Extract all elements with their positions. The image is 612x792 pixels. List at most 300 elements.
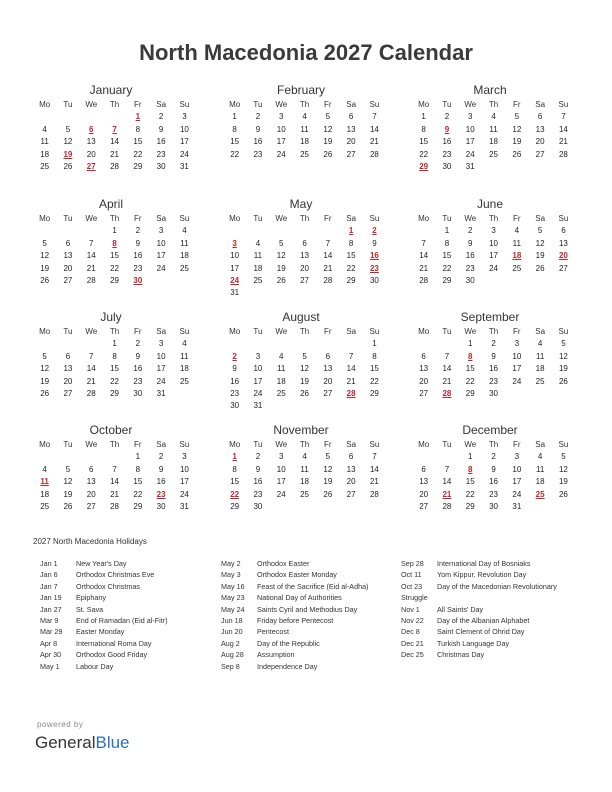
calendar-day: 17 (512, 477, 522, 487)
holiday-day: 30 (133, 275, 143, 285)
calendar-day: 13 (323, 364, 333, 374)
calendar-day: 7 (372, 112, 377, 122)
weekday-header: Tu (63, 214, 73, 223)
holiday-row (40, 558, 167, 569)
calendar-day: 15 (369, 364, 379, 374)
holiday-row (401, 604, 557, 615)
calendar-day: 12 (558, 464, 568, 474)
holiday-row (401, 638, 557, 649)
calendar-day: 22 (110, 263, 119, 273)
calendar-day: 3 (279, 112, 284, 122)
calendar-day: 31 (179, 161, 189, 171)
month-february (223, 82, 379, 161)
weekday-header: We (275, 440, 288, 449)
calendar-day: 29 (465, 388, 475, 398)
calendar-day: 21 (323, 263, 333, 273)
calendar-day: 20 (86, 489, 96, 499)
month-august (223, 309, 379, 413)
holiday-name: Day of the Macedonian Revolutionary (437, 581, 557, 591)
weekday-header: Sa (535, 100, 546, 109)
calendar-day: 15 (346, 251, 356, 261)
empty-cell (103, 111, 126, 123)
calendar-day: 23 (156, 149, 166, 159)
holiday-date: Struggle (401, 593, 428, 603)
month-november (223, 422, 379, 513)
weekday-header: We (464, 100, 477, 109)
calendar-day: 25 (535, 376, 545, 386)
weekday-header: Tu (63, 327, 73, 336)
weekday-header: Fr (134, 100, 142, 109)
calendar-day: 9 (158, 464, 164, 474)
empty-cell (293, 225, 316, 237)
calendar-day: 9 (468, 238, 473, 248)
calendar-day: 10 (276, 464, 286, 474)
calendar-day: 8 (348, 238, 354, 248)
calendar-day: 12 (535, 238, 545, 248)
calendar-day: 26 (323, 149, 333, 159)
calendar-day: 27 (63, 275, 73, 285)
calendar-day: 13 (86, 137, 96, 147)
calendar-day: 14 (558, 124, 568, 134)
calendar-day: 7 (444, 351, 450, 361)
calendar-day: 1 (112, 339, 117, 349)
empty-cell (80, 225, 103, 237)
calendar-day: 13 (63, 364, 73, 374)
calendar-day: 27 (346, 149, 356, 159)
month-december (412, 422, 568, 513)
weekday-header: Mo (418, 440, 430, 449)
weekday-header: We (85, 100, 98, 109)
calendar-day: 18 (489, 137, 498, 147)
calendar-day: 17 (156, 251, 166, 261)
calendar-day: 28 (110, 501, 119, 511)
weekday-header: Fr (513, 440, 521, 449)
calendar-day: 14 (442, 364, 452, 374)
calendar-day: 26 (40, 275, 50, 285)
holiday-date: Jun 18 (221, 615, 243, 625)
weekday-header: Su (179, 327, 190, 336)
calendar-day: 27 (346, 489, 356, 499)
calendar-day: 19 (276, 263, 286, 273)
calendar-day: 19 (512, 137, 522, 147)
calendar-day: 16 (442, 137, 452, 147)
calendar-day: 20 (300, 263, 309, 273)
calendar-day: 24 (512, 489, 522, 499)
calendar-day: 28 (442, 501, 452, 511)
holiday-name: Orthodox Christmas Eve (76, 570, 155, 580)
holiday-day: 8 (468, 464, 473, 474)
calendar-day: 30 (230, 401, 240, 411)
calendar-day: 16 (253, 477, 263, 487)
calendar-day: 22 (133, 489, 143, 499)
holiday-row (221, 615, 368, 626)
weekday-header: Th (488, 214, 499, 223)
holiday-row (221, 569, 368, 580)
empty-cell (435, 338, 458, 350)
month-days-grid (412, 439, 568, 513)
holiday-name: Labour Day (76, 661, 114, 671)
holiday-name: International Roma Day (76, 638, 152, 648)
calendar-day: 21 (110, 489, 119, 499)
calendar-day: 4 (514, 226, 520, 236)
calendar-day: 11 (300, 124, 309, 134)
calendar-day: 20 (346, 477, 356, 487)
calendar-day: 19 (323, 477, 333, 487)
calendar-day: 4 (255, 238, 261, 248)
month-name: January (89, 83, 133, 97)
empty-cell (56, 111, 79, 123)
calendar-day: 15 (230, 137, 240, 147)
holiday-row (401, 581, 557, 592)
calendar-day: 9 (158, 124, 164, 134)
empty-cell (246, 225, 269, 237)
calendar-day: 3 (491, 226, 496, 236)
calendar-day: 17 (230, 263, 240, 273)
calendar-day: 17 (489, 251, 498, 261)
empty-cell (246, 338, 269, 350)
holiday-name: Day of the Albanian Alphabet (437, 615, 530, 625)
calendar-day: 12 (276, 251, 286, 261)
calendar-day: 18 (535, 477, 545, 487)
calendar-day: 14 (346, 364, 356, 374)
calendar-day: 11 (277, 364, 286, 374)
calendar-day: 8 (421, 124, 426, 134)
empty-cell (270, 338, 293, 350)
holiday-row (221, 626, 368, 637)
calendar-day: 4 (491, 112, 496, 122)
calendar-day: 9 (135, 238, 141, 248)
month-name: October (89, 423, 133, 437)
calendar-day: 3 (279, 452, 284, 462)
calendar-day: 13 (346, 464, 356, 474)
calendar-day: 26 (276, 275, 286, 285)
calendar-day: 21 (369, 137, 379, 147)
weekday-header: Fr (134, 214, 142, 223)
calendar-day: 1 (232, 112, 237, 122)
weekday-header: Sa (535, 327, 546, 336)
calendar-day: 13 (419, 364, 429, 374)
calendar-day: 30 (489, 501, 498, 511)
calendar-day: 5 (302, 351, 307, 361)
calendar-day: 24 (156, 376, 166, 386)
empty-cell (33, 225, 56, 237)
calendar-day: 24 (179, 489, 189, 499)
weekday-header: Tu (253, 440, 263, 449)
holiday-day: 8 (112, 238, 117, 248)
calendar-day: 2 (255, 452, 261, 462)
calendar-day: 26 (323, 489, 333, 499)
month-may (223, 196, 379, 300)
calendar-day: 12 (300, 364, 309, 374)
calendar-day: 22 (419, 149, 429, 159)
empty-cell (223, 338, 246, 350)
weekday-header: Th (109, 214, 120, 223)
calendar-day: 29 (133, 501, 143, 511)
calendar-day: 18 (40, 489, 50, 499)
calendar-day: 14 (86, 251, 96, 261)
calendar-day: 4 (42, 464, 47, 474)
calendar-day: 11 (253, 251, 263, 261)
empty-cell (33, 338, 56, 350)
weekday-header: Tu (253, 327, 263, 336)
calendar-day: 24 (156, 263, 166, 273)
calendar-day: 6 (348, 112, 354, 122)
empty-cell (435, 451, 458, 463)
calendar-day: 6 (65, 238, 71, 248)
calendar-day: 8 (232, 124, 237, 134)
holiday-row (40, 626, 167, 637)
weekday-header: Th (299, 327, 310, 336)
holiday-name: St. Sava (76, 604, 104, 614)
calendar-day: 20 (323, 376, 333, 386)
calendar-day: 29 (465, 501, 475, 511)
calendar-day: 24 (489, 263, 498, 273)
holiday-name: New Year's Day (76, 559, 127, 568)
month-name: August (282, 310, 320, 324)
brand-general: General (35, 733, 96, 752)
holiday-name: Day of the Republic (257, 638, 320, 648)
calendar-day: 13 (558, 238, 568, 248)
calendar-day: 1 (421, 112, 426, 122)
weekday-header: Th (109, 100, 120, 109)
calendar-day: 12 (558, 351, 568, 361)
calendar-day: 10 (253, 364, 263, 374)
calendar-day: 8 (135, 124, 141, 134)
calendar-day: 6 (561, 226, 566, 236)
calendar-day: 11 (535, 464, 545, 474)
empty-cell (103, 451, 126, 463)
calendar-day: 20 (86, 149, 96, 159)
calendar-day: 21 (110, 149, 119, 159)
calendar-day: 16 (133, 364, 143, 374)
calendar-day: 17 (512, 364, 522, 374)
calendar-day: 3 (514, 339, 520, 349)
weekday-header: Th (488, 440, 499, 449)
holiday-date: May 23 (221, 593, 245, 603)
calendar-day: 21 (369, 477, 379, 487)
calendar-day: 5 (42, 238, 47, 248)
calendar-day: 15 (442, 251, 452, 261)
calendar-day: 17 (465, 137, 475, 147)
holiday-date: Jan 1 (40, 559, 58, 568)
calendar-day: 24 (253, 388, 263, 398)
weekday-header: Su (369, 440, 380, 449)
weekday-header: Tu (63, 440, 73, 449)
calendar-day: 14 (86, 364, 96, 374)
calendar-day: 30 (133, 388, 143, 398)
holiday-day: 21 (442, 489, 452, 499)
weekday-header: Sa (346, 100, 357, 109)
calendar-day: 7 (421, 238, 426, 248)
weekday-header: We (275, 327, 288, 336)
weekday-header: Tu (442, 100, 452, 109)
holiday-column (401, 558, 557, 661)
calendar-day: 5 (325, 452, 331, 462)
calendar-day: 2 (491, 452, 496, 462)
month-days-grid (412, 213, 568, 287)
empty-cell (56, 338, 79, 350)
calendar-day: 28 (86, 275, 96, 285)
empty-cell (293, 338, 316, 350)
calendar-day: 25 (489, 149, 498, 159)
calendar-day: 12 (512, 124, 522, 134)
calendar-day: 22 (110, 376, 119, 386)
calendar-day: 18 (300, 477, 309, 487)
holiday-date: Nov 1 (401, 604, 420, 614)
weekday-header: Mo (229, 100, 241, 109)
calendar-day: 27 (419, 501, 429, 511)
holiday-name: Epiphany (76, 593, 106, 603)
calendar-day: 10 (276, 124, 286, 134)
holiday-day: 23 (369, 263, 379, 273)
weekday-header: Th (488, 100, 499, 109)
calendar-day: 30 (253, 501, 263, 511)
empty-cell (316, 338, 339, 350)
weekday-header: We (85, 214, 98, 223)
holiday-date: Jan 7 (40, 581, 58, 591)
calendar-day: 5 (42, 351, 47, 361)
calendar-day: 29 (369, 388, 379, 398)
weekday-header: Su (179, 440, 190, 449)
calendar-day: 29 (110, 275, 119, 285)
calendar-day: 22 (465, 376, 475, 386)
empty-cell (56, 451, 79, 463)
calendar-day: 20 (419, 376, 429, 386)
calendar-day: 13 (300, 251, 309, 261)
month-days-grid (33, 213, 189, 287)
calendar-day: 25 (276, 388, 286, 398)
holiday-name: End of Ramadan (Eid al-Fitr) (76, 615, 168, 625)
calendar-day: 6 (421, 464, 426, 474)
calendar-day: 18 (179, 364, 189, 374)
weekday-header: Su (179, 214, 190, 223)
holiday-day: 27 (86, 161, 96, 171)
calendar-day: 26 (63, 161, 73, 171)
weekday-header: Su (558, 327, 569, 336)
calendar-day: 7 (348, 351, 354, 361)
calendar-day: 16 (230, 376, 240, 386)
calendar-day: 10 (489, 238, 498, 248)
calendar-day: 23 (253, 149, 263, 159)
calendar-day: 12 (63, 137, 73, 147)
calendar-day: 7 (561, 112, 566, 122)
calendar-day: 9 (232, 364, 237, 374)
calendar-day: 2 (158, 452, 164, 462)
holiday-day: 23 (156, 489, 166, 499)
empty-cell (339, 338, 362, 350)
calendar-day: 19 (300, 376, 309, 386)
calendar-day: 26 (535, 263, 545, 273)
weekday-header: We (85, 440, 98, 449)
holiday-day: 11 (40, 477, 49, 487)
calendar-day: 3 (158, 339, 164, 349)
calendar-day: 21 (558, 137, 568, 147)
calendar-day: 25 (300, 149, 309, 159)
holiday-column (221, 558, 368, 672)
calendar-day: 28 (86, 388, 96, 398)
calendar-day: 6 (65, 351, 71, 361)
weekday-header: Fr (324, 440, 332, 449)
month-name: March (473, 83, 507, 97)
empty-cell (56, 225, 79, 237)
calendar-day: 6 (325, 351, 331, 361)
calendar-day: 6 (302, 238, 307, 248)
calendar-day: 24 (276, 489, 286, 499)
calendar-day: 31 (512, 501, 522, 511)
calendar-day: 4 (302, 452, 307, 462)
weekday-header: We (464, 440, 477, 449)
calendar-day: 14 (323, 251, 333, 261)
calendar-day: 31 (253, 401, 263, 411)
month-june (412, 196, 568, 287)
calendar-day: 4 (182, 339, 187, 349)
calendar-day: 14 (110, 137, 119, 147)
weekday-header: Sa (346, 327, 357, 336)
weekday-header: Sa (346, 440, 357, 449)
holiday-name: National Day of Authorities (257, 593, 342, 603)
calendar-day: 9 (255, 124, 261, 134)
month-days-grid (223, 213, 379, 300)
empty-cell (33, 451, 56, 463)
calendar-day: 4 (279, 351, 284, 361)
calendar-day: 12 (40, 364, 50, 374)
month-days-grid (33, 326, 189, 400)
holiday-name: Orthodox Easter (257, 559, 310, 568)
calendar-day: 14 (369, 124, 379, 134)
weekday-header: Sa (535, 440, 546, 449)
calendar-day: 6 (348, 452, 354, 462)
holiday-name: Independence Day (257, 661, 318, 671)
weekday-header: We (464, 214, 477, 223)
holiday-date: Jan 6 (40, 570, 58, 580)
holiday-day: 28 (442, 388, 452, 398)
calendar-day: 9 (255, 464, 261, 474)
calendar-day: 7 (325, 238, 331, 248)
weekday-header: Fr (513, 327, 521, 336)
calendar-day: 13 (535, 124, 545, 134)
holiday-date: Oct 23 (401, 581, 423, 591)
empty-cell (223, 225, 246, 237)
month-name: February (276, 83, 326, 97)
calendar-day: 12 (63, 477, 73, 487)
holiday-date: Sep 8 (221, 661, 240, 671)
holiday-name: Saints Cyril and Methodius Day (257, 604, 358, 614)
calendar-day: 30 (465, 275, 475, 285)
weekday-header: Sa (346, 214, 357, 223)
calendar-day: 12 (323, 124, 333, 134)
calendar-day: 5 (561, 452, 566, 462)
calendar-day: 28 (110, 161, 119, 171)
calendar-day: 28 (369, 489, 379, 499)
holiday-row (221, 581, 368, 592)
holiday-row (221, 592, 368, 603)
month-days-grid (223, 326, 379, 413)
holiday-date: May 2 (221, 559, 241, 568)
calendar-day: 11 (535, 351, 545, 361)
calendar-day: 15 (230, 477, 240, 487)
calendar-day: 23 (253, 489, 263, 499)
holiday-name: Easter Monday (76, 627, 125, 637)
calendar-day: 7 (112, 464, 117, 474)
holiday-row (401, 558, 557, 569)
weekday-header: Fr (134, 327, 142, 336)
calendar-day: 25 (179, 376, 189, 386)
calendar-day: 4 (537, 339, 543, 349)
calendar-day: 4 (302, 112, 307, 122)
calendar-day: 31 (156, 388, 166, 398)
holiday-row (221, 649, 368, 660)
holiday-name: Pentecost (257, 627, 289, 637)
